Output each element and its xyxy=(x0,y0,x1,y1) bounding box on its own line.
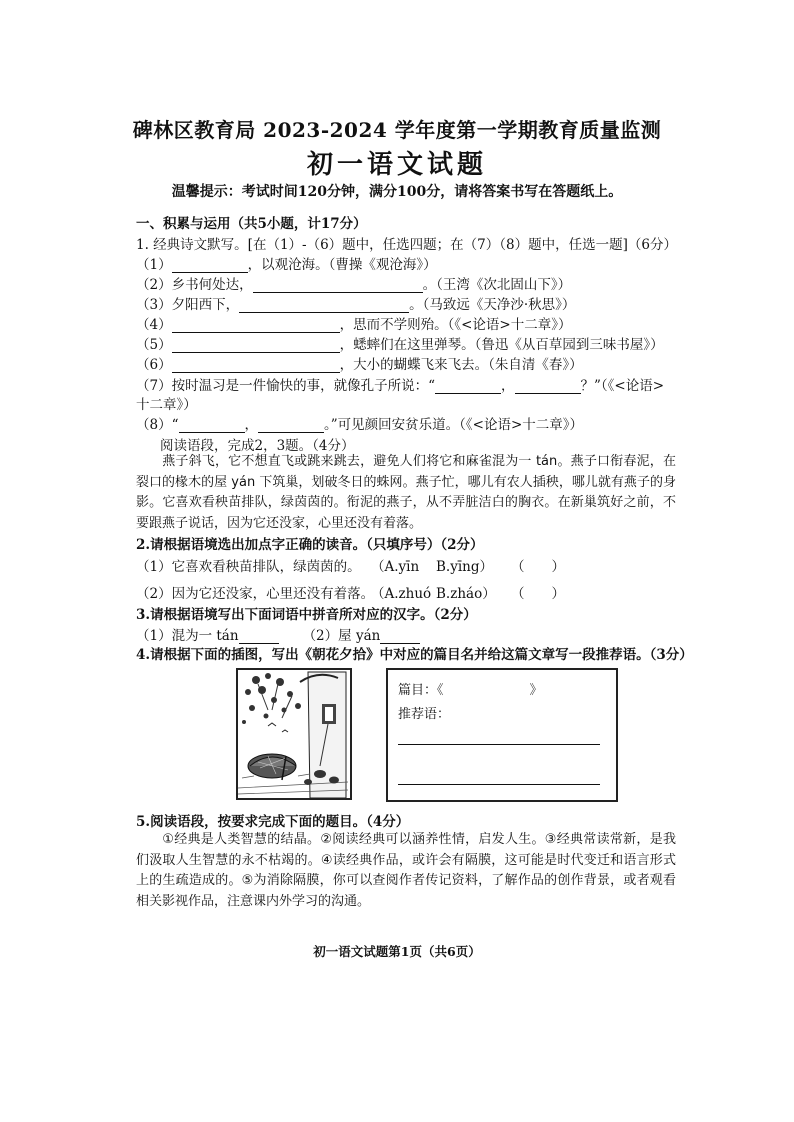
answer-blank[interactable] xyxy=(239,629,279,644)
answer-blank[interactable] xyxy=(515,379,581,394)
item-text: ，思而不学则殆。（《<论语>十二章》） xyxy=(339,317,572,333)
item-text: ，大小的蝴蝶飞来飞去。（朱自清《春》） xyxy=(339,357,583,373)
item-num: （4） xyxy=(136,317,172,333)
exam-tip xyxy=(0,181,794,201)
q4-stem: 4.请根据下面的插图，写出《朝花夕拾》中对应的篇目名并给这篇文章写一段推荐语。（3分） xyxy=(136,647,693,663)
item-num: （3） xyxy=(136,297,172,313)
answer-blank[interactable] xyxy=(172,318,340,333)
answer-paren[interactable]: （ ） xyxy=(511,586,565,602)
item-text: （8）“ xyxy=(136,417,179,433)
q1-item-3 xyxy=(136,293,575,313)
option-a: （A.zhuó xyxy=(371,586,432,602)
exam-header-title: 碑林区教育局 2023-2024 学年度第一学期教育质量监测 xyxy=(132,118,662,142)
answer-blank[interactable] xyxy=(435,379,501,394)
option-a: （A.yīn xyxy=(371,559,420,575)
answer-blank[interactable] xyxy=(179,418,245,433)
item-text: 。”可见颜回安贫乐道。（《<论语>十二章》） xyxy=(324,417,584,433)
item-num: （2） xyxy=(136,277,172,293)
passage-text: 燕子斜飞，它不想直飞或跳来跳去，避免人们将它和麻雀混为一 tán。燕子口衔春泥，在裂口的椽木的屋 yán 下筑巢，划破冬日的蛛网。燕子忙，哪儿有农人插秧，哪儿就有燕子的身影。它喜欢看秧苗排队，绿茵茵的。衔泥的燕子，从不弄脏洁白的胸衣。在新巢筑好之前，不要跟燕子说话，因为它还没家，心里还没有着落。 xyxy=(136,454,676,531)
tip-label: 温馨提示： xyxy=(171,184,242,200)
option-b: B.yīng） xyxy=(436,559,493,575)
item-num: （1） xyxy=(136,257,172,273)
answer-blank[interactable] xyxy=(172,258,248,273)
section-heading: 一、积累与运用（共5小题，计17分） xyxy=(136,216,367,232)
q2-item-2 xyxy=(136,582,565,602)
q1-item-7 xyxy=(136,374,664,394)
answer-blank[interactable] xyxy=(253,278,423,293)
title-field xyxy=(398,679,543,698)
q1-item-4 xyxy=(136,313,571,333)
page-footer: 初一语文试题第1页（共6页） xyxy=(313,944,481,959)
recommendation-box xyxy=(386,668,618,802)
passage-intro: 阅读语段，完成2，3题。（4分） xyxy=(160,438,355,454)
reading-passage xyxy=(136,452,676,534)
q1-stem: 1. 经典诗文默写。[在（1）-（6）题中，任选四题；在（7）（8）题中，任选一题]（6分） xyxy=(136,237,677,253)
q1-item-7-cont: 十二章》） xyxy=(136,397,197,413)
item-num: （5） xyxy=(136,337,172,353)
q3-stem: 3.请根据语境写出下面词语中拼音所对应的汉字。（2分） xyxy=(136,607,477,623)
q1-item-5 xyxy=(136,333,664,353)
title-close: 》 xyxy=(529,683,543,698)
q1-item-8 xyxy=(136,413,583,433)
q5-passage-text: ①经典是人类智慧的结晶。②阅读经典可以涵养性情，启发人生。③经典常读常新，是我们汲取人生智慧的永不枯竭的。④读经典作品，或许会有隔膜，这可能是时代变迁和语言形式上的生疏造成的。⑤为消除隔膜，你可以查阅作者传记资料，了解作品的创作背景，或者观看相关影视作品，注意课内外学习的沟通。 xyxy=(136,832,676,909)
tip-text: 考试时间120分钟，满分100分，请将答案书写在答题纸上。 xyxy=(241,184,623,200)
q1-item-2 xyxy=(136,273,571,293)
exam-subject-title: 初一语文试题 xyxy=(306,150,487,180)
item-text: 夕阳西下， xyxy=(171,297,240,313)
q3-items xyxy=(136,624,420,644)
q2-text: （2）因为它还没家，心里还没有着落。 xyxy=(136,586,375,602)
q2-stem: 2.请根据语境选出加点字正确的读音。（只填序号）（2分） xyxy=(136,537,484,553)
item-text: ？”（《<论语> xyxy=(580,378,665,394)
item-text: 。（马致远《天净沙·秋思》） xyxy=(409,297,576,313)
q5-passage xyxy=(136,830,676,912)
recommendation-line-2[interactable] xyxy=(398,784,600,785)
item-text: （7）按时温习是一件愉快的事，就像孔子所说：“ xyxy=(136,378,435,394)
item-text: ， xyxy=(244,417,258,433)
q1-item-1 xyxy=(136,253,437,273)
q3-item-2: （2）屋 yán xyxy=(302,628,381,644)
item-text: 乡书何处达， xyxy=(171,277,253,293)
option-b: B.zháo） xyxy=(436,586,496,602)
q2-text: （1）它喜欢看秧苗排队，绿茵茵的。 xyxy=(136,559,361,575)
q5-stem: 5.阅读语段，按要求完成下面的题目。（4分） xyxy=(136,814,410,830)
q1-item-6 xyxy=(136,353,583,373)
answer-paren[interactable]: （ ） xyxy=(511,559,565,575)
courtyard-illustration xyxy=(238,670,350,798)
q2-item-1 xyxy=(136,555,565,575)
answer-blank[interactable] xyxy=(380,629,420,644)
recommendation-line-1[interactable] xyxy=(398,744,600,745)
answer-blank[interactable] xyxy=(258,418,324,433)
item-text: ，以观沧海。（曹操《观沧海》） xyxy=(247,257,437,273)
recommendation-label: 推荐语： xyxy=(398,707,451,722)
answer-blank[interactable] xyxy=(172,358,340,373)
item-text: ，蟋蟀们在这里弹琴。（鲁迅《从百草园到三味书屋》） xyxy=(339,337,664,353)
q3-item-1: （1）混为一 tán xyxy=(136,628,239,644)
item-text: 。（王湾《次北固山下》） xyxy=(422,277,572,293)
answer-blank[interactable] xyxy=(172,338,340,353)
item-text: ， xyxy=(501,378,515,394)
answer-blank[interactable] xyxy=(239,298,409,313)
title-label: 篇目：《 xyxy=(398,683,444,698)
illustration-figure xyxy=(236,668,352,800)
item-num: （6） xyxy=(136,357,172,373)
